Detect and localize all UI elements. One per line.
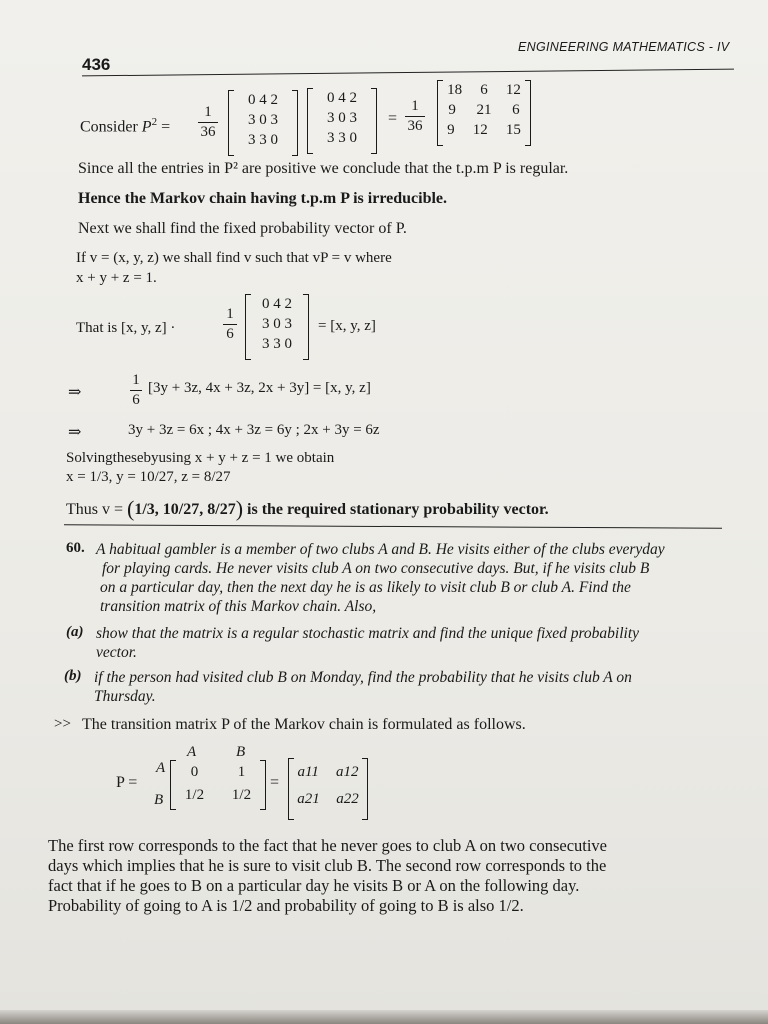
row-label-b: B [154,792,164,808]
solution-marker: >> [54,716,71,732]
solution-intro: The transition matrix P of the Markov chain is formulated as follows. [82,716,526,733]
explanation-line: days which implies that he is sure to visit club B. The second row corresponds to the [48,856,607,875]
consider-equals: = [388,110,398,127]
matrix-row: 0 4 2 [327,90,357,106]
matrix-p-first [228,90,298,156]
header-rule [82,69,734,77]
matrix-row: 9 12 15 [447,122,521,138]
matrix-p-second [307,88,377,154]
matrix-row: 1/2 1/2 [184,787,252,803]
matrix-row: 0 4 2 [248,92,278,108]
running-title: ENGINEERING MATHEMATICS - IV [518,40,730,54]
stationary-vector: 1/3, 10/27, 8/27 [134,501,236,518]
thus-statement: Thus v = (1/3, 10/27, 8/27) is the required stationary probability vector. [66,496,549,521]
that-is-lhs: That is [x, y, z] · [76,320,176,336]
matrix-row: 3 0 3 [327,110,357,126]
if-v-statement: If v = (x, y, z) we shall find v such that vP = v where [76,250,392,266]
transition-equals: = [270,774,280,791]
implies-fraction: 1 6 [130,372,142,409]
matrix-row: 18 6 12 [447,82,521,98]
row-label-a: A [156,760,166,776]
matrix-row: 0 1 [190,764,246,780]
consider-fraction: 1 36 [198,104,218,141]
matrix-row: a11 a12 [297,764,359,780]
matrix-row: a21 a22 [297,791,359,807]
problem-number: 60. [66,540,85,556]
problem-statement [96,540,726,616]
implies-arrow: ⇒ [68,424,82,441]
that-is-matrix [245,294,309,360]
part-b-line: Thursday. [94,688,156,705]
matrix-p-squared [437,80,531,146]
part-b-text [94,668,724,706]
irreducible-statement: Hence the Markov chain having t.p.m P is irreducible. [78,190,448,207]
problem-line: for playing cards. He never visits club A on two consecutive days. But, if he visits club B [102,560,650,577]
part-a-text [96,624,726,662]
matrix-row: 3 0 3 [248,112,278,128]
next-statement: Next we shall find the fixed probability vector of P. [78,220,407,237]
section-rule [64,524,722,528]
page-bottom-edge [0,1010,768,1024]
part-a-label: (a) [66,624,84,640]
matrix-row: 0 4 2 [262,296,292,312]
implies-equation-2: 3y + 3z = 6x ; 4x + 3z = 6y ; 2x + 3y = 6z [128,422,380,438]
general-matrix [288,758,368,820]
explanation-line: Probability of going to A is 1/2 and probability of going to B is also 1/2. [48,896,524,915]
vector-paren-left: ( [127,496,135,521]
implies-arrow: ⇒ [68,384,82,401]
matrix-row: 3 3 0 [262,336,292,352]
explanation-line: The first row corresponds to the fact that he never goes to club A on two consecutive [48,836,608,855]
implies-equation-1: [3y + 3z, 4x + 3z, 2x + 3y] = [x, y, z] [148,380,371,396]
column-label-a: A [187,744,197,760]
problem-line: transition matrix of this Markov chain. Also, [100,598,377,615]
problem-line: on a particular day, then the next day he is as likely to visit club B or club A. Find the [100,579,631,596]
positive-statement: Since all the entries in P² are positive we conclude that the t.p.m P is regular. [78,160,569,177]
transition-p-label: P = [116,774,138,791]
part-a-line: show that the matrix is a regular stochastic matrix and find the unique fixed probability [96,625,640,642]
vector-paren-right: ) [235,496,244,521]
solving-statement: Solvingthesebyusing x + y + z = 1 we obtain [66,450,335,466]
matrix-row: 3 3 0 [248,132,278,148]
part-b-line: if the person had visited club B on Monday, find the probability that he visits club A on [94,669,632,686]
part-a-line: vector. [96,644,137,661]
matrix-row: 9 21 6 [448,102,520,118]
column-label-b: B [236,744,246,760]
transition-matrix [170,760,266,810]
matrix-row: 3 3 0 [327,130,357,146]
sum-constraint: x + y + z = 1. [76,270,157,286]
solution-values: x = 1/3, y = 10/27, z = 8/27 [66,469,231,485]
explanation-line: fact that if he goes to B on a particular day he visits B or A on the following day. [48,876,580,895]
explanation-paragraph [48,836,728,916]
matrix-row: 3 0 3 [262,316,292,332]
page-number: 436 [82,55,111,74]
consider-fraction-2: 1 36 [405,98,425,135]
consider-label: Consider $P^2$ = [80,116,171,136]
part-b-label: (b) [64,668,82,684]
that-is-rhs: = [x, y, z] [318,318,376,334]
problem-line: A habitual gambler is a member of two clubs A and B. He visits either of the clubs everyday [96,541,665,558]
that-is-fraction: 1 6 [223,306,237,343]
